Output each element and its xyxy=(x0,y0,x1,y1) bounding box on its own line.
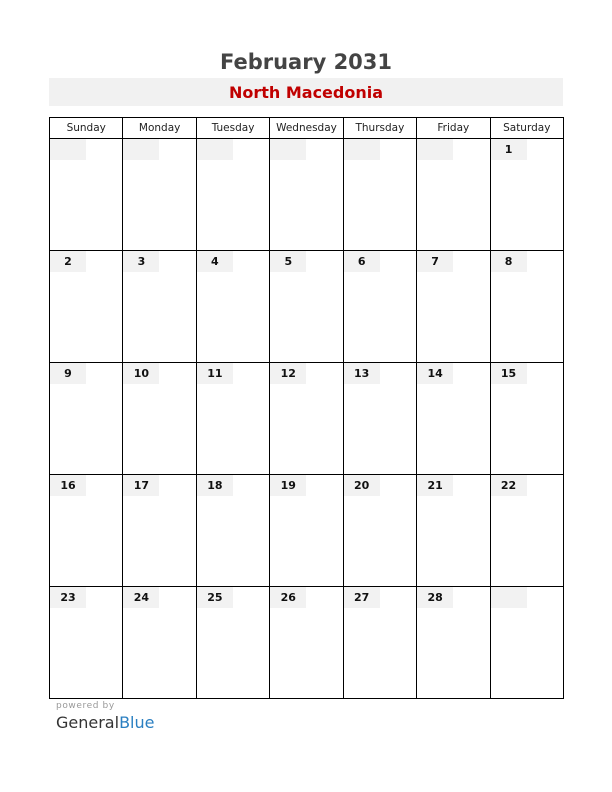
day-cell xyxy=(417,363,490,475)
day-number: 2 xyxy=(50,251,86,272)
day-number: 15 xyxy=(491,363,527,384)
day-cell xyxy=(343,139,416,251)
day-number xyxy=(50,139,86,160)
week-row xyxy=(50,587,564,699)
calendar-table xyxy=(49,117,564,699)
day-cell xyxy=(343,475,416,587)
weekday-header: Wednesday xyxy=(270,118,343,139)
day-number: 20 xyxy=(344,475,380,496)
day-cell xyxy=(343,251,416,363)
day-cell xyxy=(196,251,269,363)
day-cell xyxy=(50,587,123,699)
day-cell xyxy=(123,475,196,587)
weekday-header: Saturday xyxy=(490,118,563,139)
day-cell xyxy=(50,475,123,587)
day-cell xyxy=(123,587,196,699)
day-cell xyxy=(196,475,269,587)
day-number: 7 xyxy=(417,251,453,272)
day-cell xyxy=(270,251,343,363)
day-number: 18 xyxy=(197,475,233,496)
calendar-title: February 2031 xyxy=(219,50,393,74)
day-cell xyxy=(123,139,196,251)
day-cell xyxy=(417,251,490,363)
day-number: 16 xyxy=(50,475,86,496)
day-cell xyxy=(123,363,196,475)
day-number xyxy=(344,139,380,160)
day-cell xyxy=(343,363,416,475)
day-cell xyxy=(490,587,563,699)
brand-logo[interactable] xyxy=(56,712,154,734)
day-number: 27 xyxy=(344,587,380,608)
day-number: 14 xyxy=(417,363,453,384)
day-number: 12 xyxy=(270,363,306,384)
week-row xyxy=(50,475,564,587)
day-number: 21 xyxy=(417,475,453,496)
day-cell xyxy=(50,251,123,363)
day-number: 4 xyxy=(197,251,233,272)
day-number xyxy=(123,139,159,160)
week-row xyxy=(50,251,564,363)
day-cell xyxy=(343,587,416,699)
day-number: 10 xyxy=(123,363,159,384)
day-number xyxy=(197,139,233,160)
day-cell xyxy=(417,475,490,587)
day-number xyxy=(491,587,527,608)
day-cell xyxy=(270,587,343,699)
day-cell xyxy=(270,139,343,251)
country-banner xyxy=(49,78,563,106)
country-name: North Macedonia xyxy=(228,83,384,102)
brand-name-general: General xyxy=(56,713,120,732)
day-number: 11 xyxy=(197,363,233,384)
weekday-header: Sunday xyxy=(50,118,123,139)
powered-by-label: powered by xyxy=(56,701,115,711)
day-cell xyxy=(490,475,563,587)
calendar-body xyxy=(50,139,564,699)
day-number: 5 xyxy=(270,251,306,272)
footer-branding xyxy=(56,700,154,734)
day-cell xyxy=(123,251,196,363)
day-number: 24 xyxy=(123,587,159,608)
day-number xyxy=(417,139,453,160)
day-number: 1 xyxy=(491,139,527,160)
day-cell xyxy=(196,139,269,251)
day-number: 25 xyxy=(197,587,233,608)
day-number: 6 xyxy=(344,251,380,272)
weekday-header: Monday xyxy=(123,118,196,139)
day-cell xyxy=(417,139,490,251)
week-row xyxy=(50,139,564,251)
day-cell xyxy=(50,139,123,251)
day-number: 28 xyxy=(417,587,453,608)
week-row xyxy=(50,363,564,475)
day-number: 26 xyxy=(270,587,306,608)
day-number: 23 xyxy=(50,587,86,608)
day-cell xyxy=(196,363,269,475)
day-cell xyxy=(50,363,123,475)
weekday-header: Friday xyxy=(417,118,490,139)
day-cell xyxy=(196,587,269,699)
day-cell xyxy=(417,587,490,699)
day-number: 17 xyxy=(123,475,159,496)
day-number: 13 xyxy=(344,363,380,384)
day-cell xyxy=(270,475,343,587)
calendar-grid xyxy=(49,117,564,697)
day-number: 9 xyxy=(50,363,86,384)
day-number: 22 xyxy=(491,475,527,496)
day-number xyxy=(270,139,306,160)
weekday-header: Tuesday xyxy=(196,118,269,139)
weekday-header: Thursday xyxy=(343,118,416,139)
day-cell xyxy=(490,139,563,251)
day-cell xyxy=(490,363,563,475)
brand-name-blue: Blue xyxy=(119,713,155,732)
day-cell xyxy=(490,251,563,363)
weekday-header-row xyxy=(50,118,564,139)
day-number: 3 xyxy=(123,251,159,272)
day-cell xyxy=(270,363,343,475)
day-number: 19 xyxy=(270,475,306,496)
day-number: 8 xyxy=(491,251,527,272)
